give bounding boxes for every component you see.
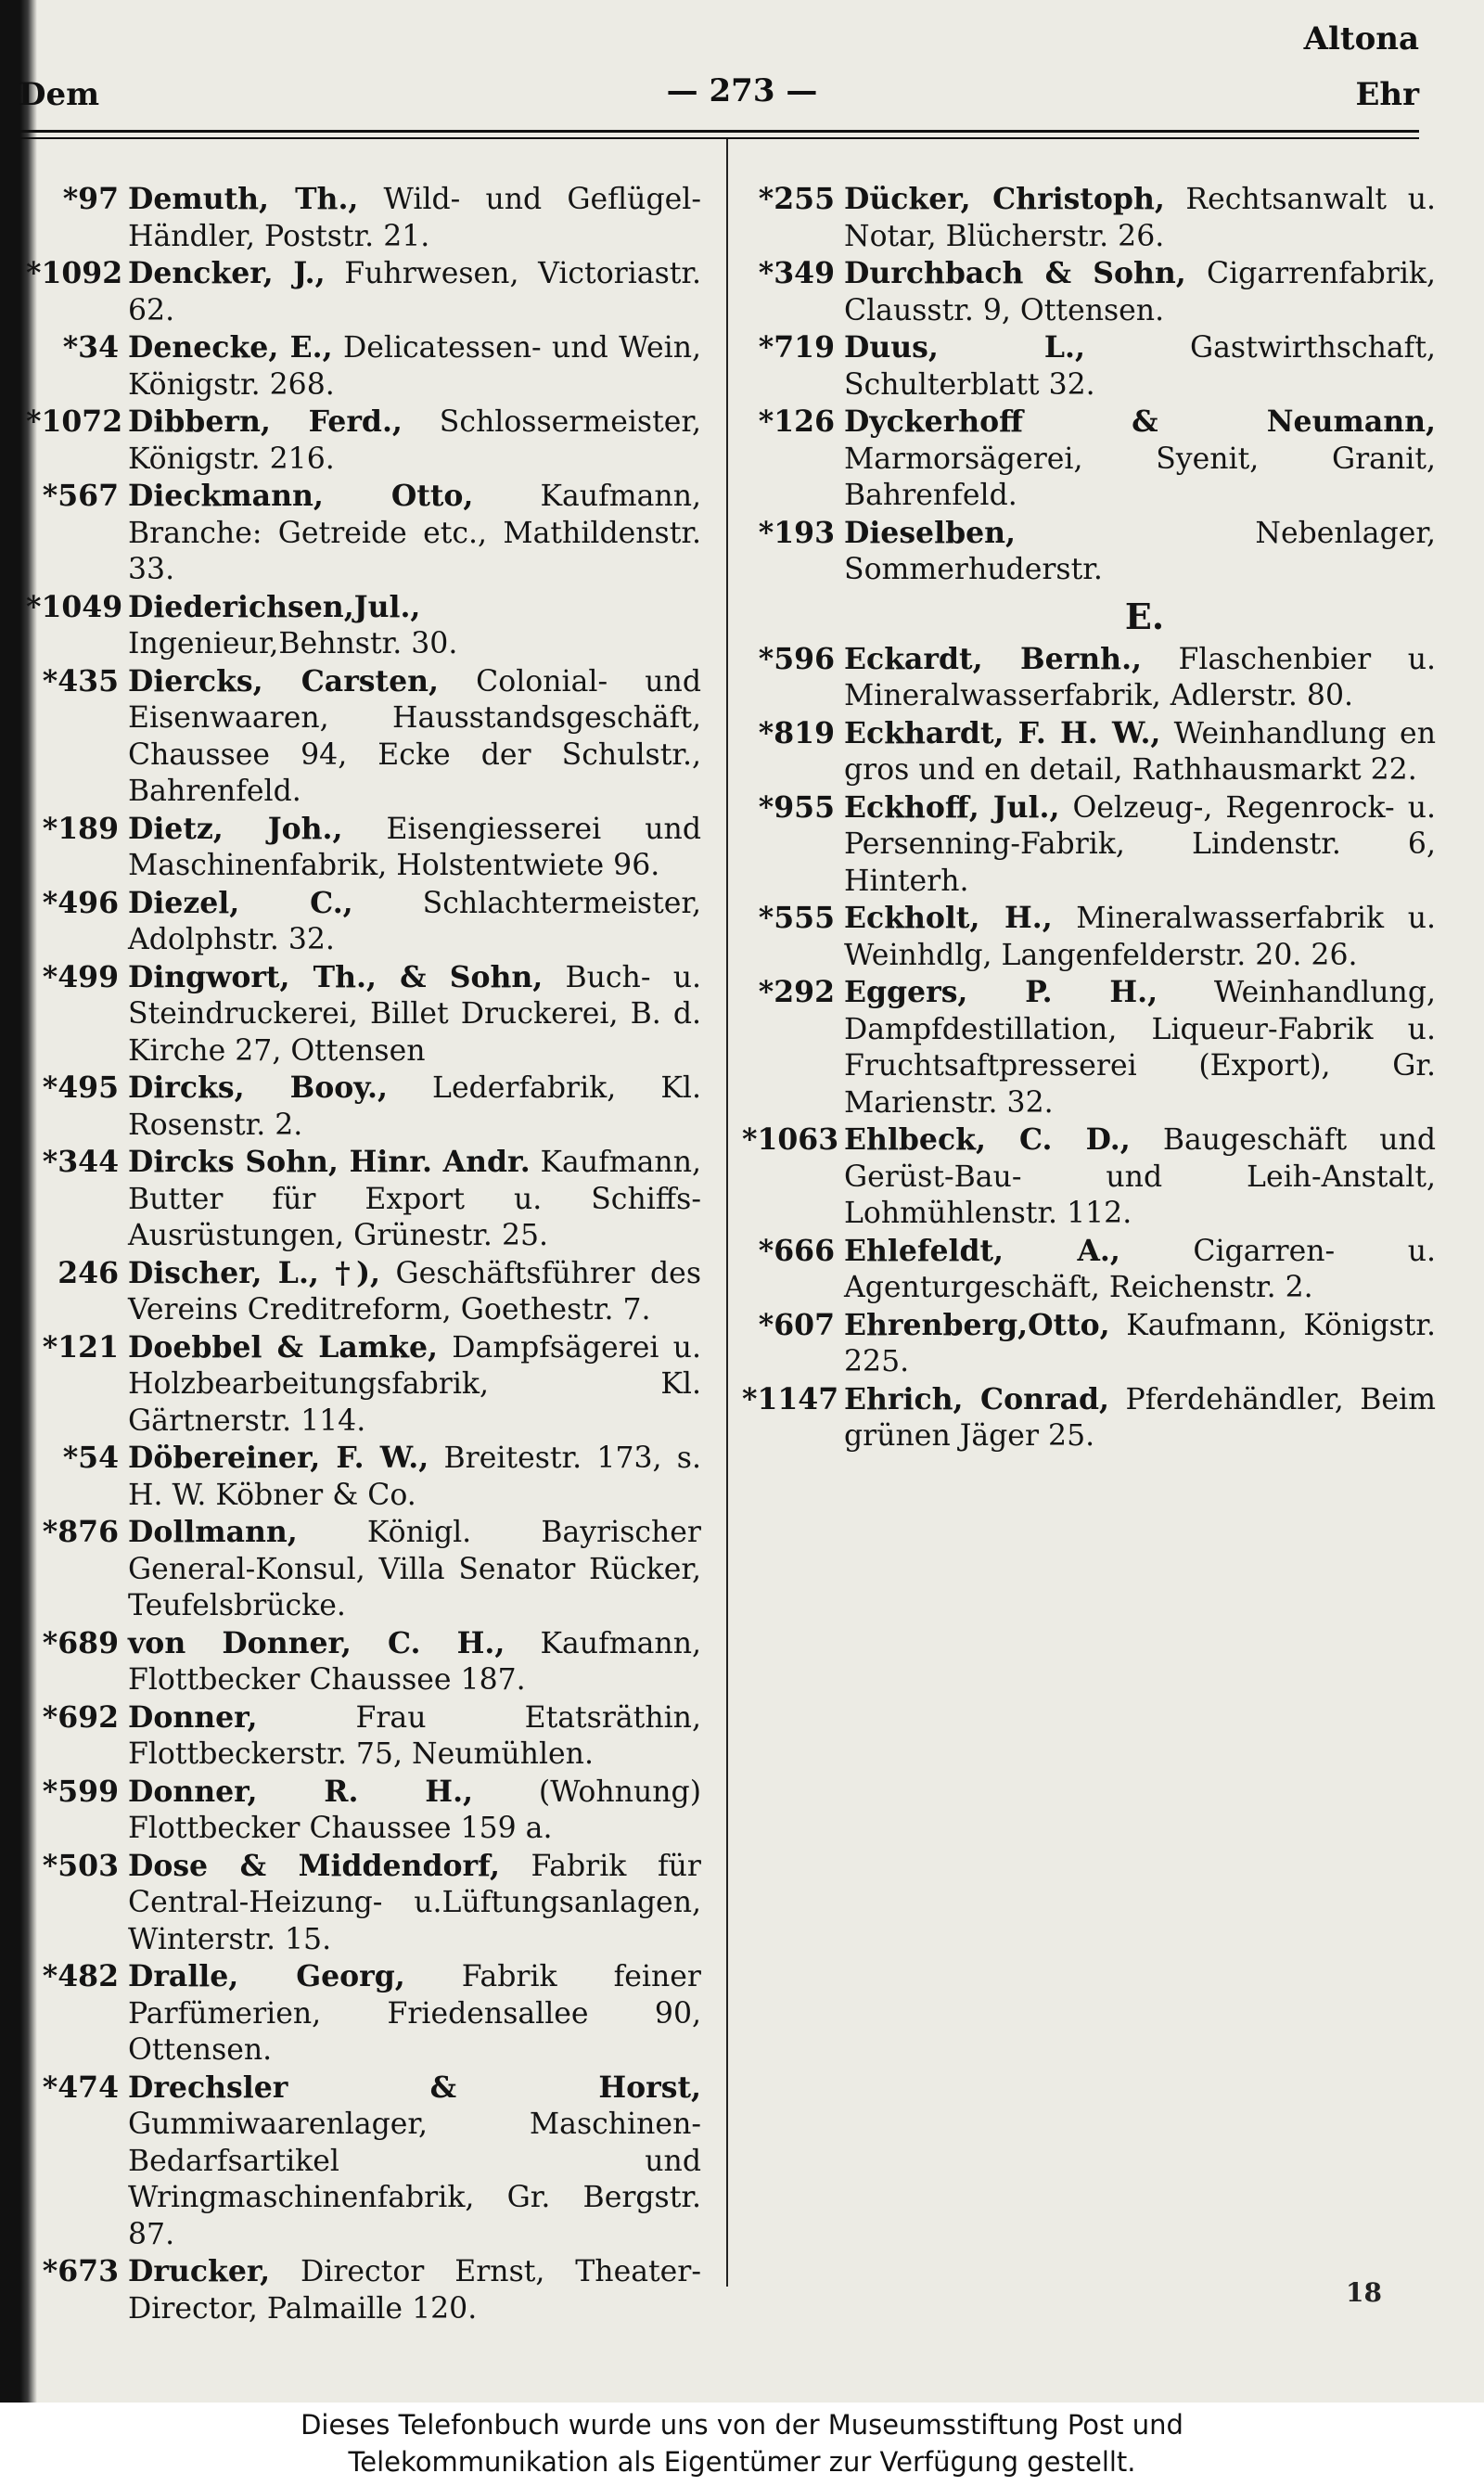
entry-text [128,885,701,959]
entry-text [128,663,701,811]
right-column [742,181,1436,1455]
phone-number: *499 [42,959,119,994]
entry-name: Eckhardt, F. H. W., [844,715,1161,750]
phone-number: *54 [62,1441,119,1475]
header-rule-thin [20,137,1419,139]
phone-number: *189 [42,811,119,846]
directory-entry [742,715,1436,789]
directory-entry [26,589,701,663]
entry-name: Ehrich, Conrad, [844,1381,1109,1416]
region-title: Altona [1303,20,1419,58]
entry-details: Gastwirthschaft, Schulterblatt 32. [844,331,1436,402]
entry-text [128,329,701,404]
phone-number: *673 [42,2254,119,2288]
entry-text [128,1255,701,1329]
directory-entry [742,1121,1436,1233]
entry-name: Diezel, C., [128,885,353,920]
phone-number: *719 [758,330,835,365]
phone-number: *474 [42,2070,119,2105]
header-last-entry: Ehr [1355,76,1419,113]
entry-text [128,959,701,1070]
directory-entry [26,404,701,478]
entry-name: Eckholt, H., [844,901,1053,935]
directory-entry [742,1381,1436,1455]
entry-details: Pferdehändler, Beim grünen Jäger 25. [844,1382,1436,1453]
phone-number: *496 [42,885,119,920]
directory-entry [26,478,701,589]
entry-details: Fabrik für Central-Heizung- u.Lüftungsanlagen, Winterstr. 15. [128,1849,701,1956]
directory-entry [26,181,701,255]
phone-number: *1147 [742,1381,839,1416]
directory-entry [26,2253,701,2327]
entry-details: Weinhandlung, Dampfdestillation, Liqueur-Fabrik u. Fruchtsaftpresserei (Export), Gr. Marienstr. 32. [844,976,1437,1120]
entry-name: Discher, L., †), [128,1255,381,1290]
directory-entry [742,329,1436,404]
entry-name: Dircks, Booy., [128,1070,388,1105]
entry-details: Cigarrenfabrik, Clausstr. 9, Ottensen. [844,257,1436,327]
entry-name: Donner, [128,1699,258,1735]
right-column-d-entries [742,181,1436,589]
phone-number: *567 [42,479,119,513]
entry-name: Durchbach & Sohn, [844,256,1186,290]
phone-number: *503 [42,1848,119,1883]
phone-number: *121 [42,1329,119,1365]
phone-number: *1092 [26,256,123,290]
entry-details: Baugeschäft und Gerüst-Bau- und Leih-Anstalt, Lohmühlenstr. 112. [844,1123,1436,1230]
entry-details: Dampfsägerei u. Holzbearbeitungsfabrik, Kl. Gärtnerstr. 114. [128,1330,701,1438]
entry-details: Delicatessen- und Wein, Königstr. 268. [128,331,701,402]
directory-entry [742,255,1436,329]
entry-text [128,181,701,255]
entry-name: Ehlbeck, C. D., [844,1122,1131,1157]
entry-details: Wild- und Geflügel-Händler, Poststr. 21. [128,183,701,253]
entry-text [128,1070,701,1144]
entry-details: Königl. Bayrischer General-Konsul, Villa Senator Rücker, Teufelsbrücke. [128,1516,701,1622]
phone-number: *689 [42,1625,119,1660]
entry-name: Dingwort, Th., & Sohn, [128,959,544,994]
entry-text [128,1848,701,1959]
entry-name: Drucker, [128,2254,271,2288]
phone-number: *692 [42,1699,119,1735]
entry-text [128,1144,701,1255]
entry-details: Kaufmann, Königstr. 225. [844,1308,1436,1378]
entry-name: Dollmann, [128,1515,298,1549]
entry-name: Dose & Middendorf, [128,1848,500,1883]
entry-text [128,589,701,663]
entry-name: Dencker, J., [128,256,326,290]
entry-details: Ingenieur,Behnstr. 30. [128,627,458,660]
entry-details: Oelzeug-, Regenrock- u. Persenning-Fabrik, Lindenstr. 6, Hinterh. [844,790,1436,898]
directory-entry [26,663,701,811]
entry-text [128,404,701,478]
entry-details: Director Ernst, Theater-Director, Palmaille 120. [128,2255,701,2326]
entry-name: Eckhoff, Jul., [844,789,1060,825]
entry-details: Frau Etatsräthin, Flottbeckerstr. 75, Neumühlen. [128,1700,701,1771]
entry-details: Flaschenbier u. Mineralwasserfabrik, Adlerstr. 80. [844,642,1437,712]
entry-text [128,1329,701,1441]
entry-name: von Donner, C. H., [128,1625,505,1660]
entry-name: Eckardt, Bernh., [844,641,1143,676]
entry-text [844,181,1436,255]
entry-details: Geschäftsführer des Vereins Creditreform, Goethestr. 7. [128,1256,701,1326]
entry-name: Dieckmann, Otto, [128,479,474,513]
notice-line-2: Telekommunikation als Eigentümer zur Verfügung gestellt. [348,2446,1136,2478]
entry-text [128,1514,701,1625]
entry-text [128,1625,701,1699]
directory-entry [26,1070,701,1144]
page-signature: 18 [1346,2277,1382,2308]
entry-details: Lederfabrik, Kl. Rosenstr. 2. [128,1071,702,1142]
phone-number: *435 [42,663,119,698]
entry-name: Demuth, Th., [128,182,359,216]
entry-details: Mineralwasserfabrik u. Weinhdlg, Langenfelderstr. 20. 26. [844,902,1436,972]
entry-name: Ehrenberg,Otto, [844,1307,1110,1342]
entry-details: Kaufmann, Butter für Export u. Schiffs-Ausrüstungen, Grünestr. 25. [128,1146,702,1252]
phone-number: *1072 [26,404,123,439]
directory-entry [26,1958,701,2070]
entry-details: Marmorsägerei, Syenit, Granit, Bahrenfeld. [844,442,1436,512]
entry-text [128,1440,701,1514]
entry-text [844,1307,1436,1381]
entry-name: Doebbel & Lamke, [128,1329,438,1365]
entry-text [128,255,701,329]
entry-details: Fabrik feiner Parfümerien, Friedensallee 90, Ottensen. [128,1960,701,2067]
entry-name: Eggers, P. H., [844,975,1158,1009]
phone-number: *349 [758,256,835,290]
entry-text [844,1233,1436,1307]
entry-name: Dücker, Christoph, [844,182,1165,216]
phone-number: *819 [758,715,835,750]
entry-details: Buch- u. Steindruckerei, Billet Druckerei, B. d. Kirche 27, Ottensen [128,960,701,1068]
phone-number: *876 [42,1515,119,1549]
phone-number: *1049 [26,589,123,624]
header-first-entry: Dem [19,76,100,113]
notice-line-1: Dieses Telefonbuch wurde uns von der Museumsstiftung Post und [301,2409,1183,2441]
entry-text [128,2253,701,2327]
page-number: — 273 — [666,72,818,109]
entry-details: Schlachtermeister, Adolphstr. 32. [128,886,701,956]
directory-entry [26,329,701,404]
entry-name: Donner, R. H., [128,1774,473,1809]
entry-details: Kaufmann, Flottbecker Chaussee 187. [128,1626,701,1697]
directory-entry [26,2070,701,2254]
entry-name: Dyckerhoff & Neumann, [844,404,1436,439]
directory-entry [26,811,701,885]
phone-number: *555 [758,901,835,935]
entry-text [128,1958,701,2070]
entry-name: Duus, L., [844,330,1085,365]
directory-entry [26,1440,701,1514]
entry-details: Nebenlager, Sommerhuderstr. [844,516,1436,586]
entry-text [844,404,1436,515]
phone-number: *292 [758,975,835,1009]
directory-entry [742,974,1436,1121]
entry-details: (Wohnung) Flottbecker Chaussee 159 a. [128,1775,701,1845]
entry-name: Dieselben, [844,515,1017,550]
phone-number: *34 [62,330,119,365]
entry-name: Dircks Sohn, Hinr. Andr. [128,1145,531,1179]
phone-number: *607 [758,1307,835,1342]
entry-name: Dralle, Georg, [128,1959,405,1993]
entry-name: Ehlefeldt, A., [844,1233,1120,1268]
directory-entry [26,1514,701,1625]
entry-details: Eisengiesserei und Maschinenfabrik, Holstentwiete 96. [128,812,701,882]
directory-entry [742,900,1436,974]
ownership-notice [0,2403,1484,2486]
phone-number: 246 [58,1255,119,1290]
directory-entry [26,1699,701,1774]
entry-text [844,329,1436,404]
directory-entry [26,1144,701,1255]
directory-entry [26,1255,701,1329]
header-rule [20,130,1419,133]
entry-text [844,715,1436,789]
entry-text [128,478,701,589]
entry-name: Denecke, E., [128,330,333,365]
entry-details: Colonial- und Eisenwaaren, Hausstandsgeschäft, Chaussee 94, Ecke der Schulstr., Bahrenfeld. [128,664,701,808]
directory-entry [742,789,1436,901]
entry-text [128,2070,701,2254]
entry-name: Dibbern, Ferd., [128,404,403,439]
entry-name: Drechsler & Horst, [128,2070,701,2105]
entry-name: Diercks, Carsten, [128,663,439,698]
directory-entry [742,515,1436,589]
entry-name: Dietz, Joh., [128,811,343,846]
phone-number: *344 [42,1145,119,1179]
entry-name: Diederichsen,Jul., [128,589,421,624]
entry-text [844,1381,1436,1455]
entry-text [844,900,1436,974]
entry-text [128,1774,701,1848]
phone-number: *193 [758,515,835,550]
phone-number: *126 [758,404,835,439]
entry-details: Schlossermeister, Königstr. 216. [128,405,701,476]
directory-entry [26,959,701,1070]
entry-details: Fuhrwesen, Victoriastr. 62. [128,257,702,327]
entry-details: Gummiwaarenlager, Maschinen-Bedarfsartikel und Wringmaschinenfabrik, Gr. Bergstr. 87. [128,2108,701,2251]
directory-entry [26,1848,701,1959]
entry-details: Kaufmann, Branche: Getreide etc., Mathildenstr. 33. [128,480,701,586]
entry-details: Cigarren- u. Agenturgeschäft, Reichenstr. 2. [844,1234,1436,1304]
entry-text [844,789,1436,901]
phone-number: *666 [758,1233,835,1268]
entry-details: Weinhandlung en gros und en detail, Rathhausmarkt 22. [844,716,1436,787]
directory-entry [26,255,701,329]
phone-number: *596 [758,641,835,676]
directory-entry [26,1774,701,1848]
entry-text [844,974,1436,1121]
column-divider [726,139,728,2287]
section-letter: E. [1124,595,1165,637]
directory-entry [26,1329,701,1441]
entry-name: Döbereiner, F. W., [128,1441,429,1475]
entry-details: Rechtsanwalt u. Notar, Blücherstr. 26. [844,183,1436,253]
left-column [26,181,701,2327]
directory-entry [26,1625,701,1699]
phone-number: *255 [758,182,835,216]
phone-number: *482 [42,1959,119,1993]
phone-number: *599 [42,1774,119,1809]
phone-number: *97 [62,182,119,216]
phone-number: *955 [758,789,835,825]
entry-text [844,641,1436,715]
directory-entry [742,1307,1436,1381]
directory-entry [742,641,1436,715]
entry-text [844,515,1436,589]
entry-text [128,1699,701,1774]
directory-entry [26,885,701,959]
entry-text [844,1121,1436,1233]
entry-text [844,255,1436,329]
entry-details: Breitestr. 173, s. H. W. Köbner & Co. [128,1442,701,1512]
entry-text [128,811,701,885]
right-column-e-entries [742,641,1436,1455]
phone-number: *495 [42,1070,119,1105]
directory-entry [742,181,1436,255]
phone-number: *1063 [742,1122,839,1157]
directory-entry [742,1233,1436,1307]
directory-entry [742,404,1436,515]
